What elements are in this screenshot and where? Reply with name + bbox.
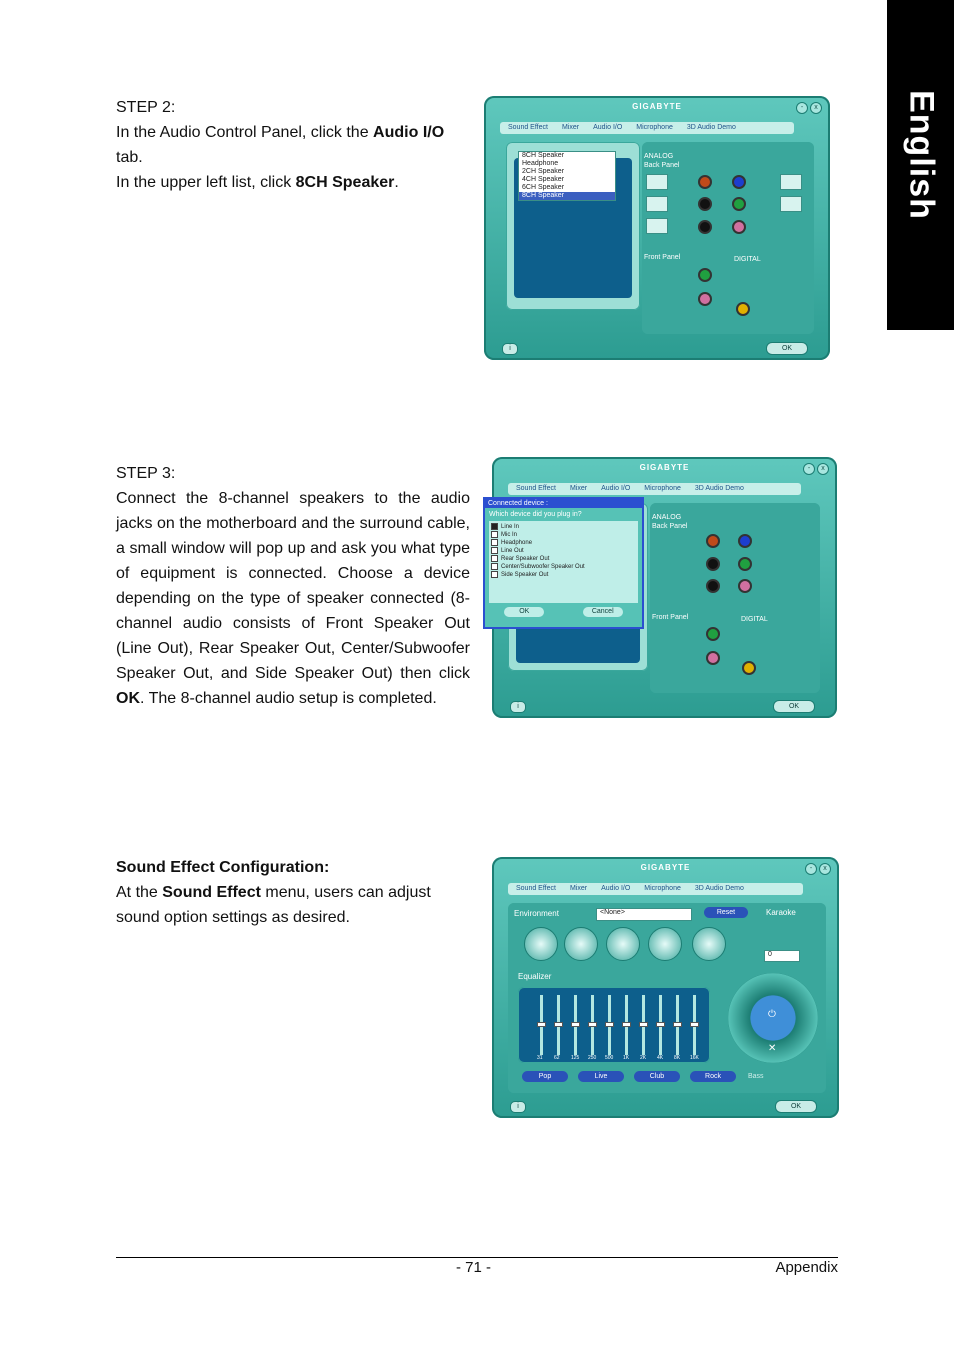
eq-slider[interactable] bbox=[676, 995, 679, 1055]
tab-mixer[interactable]: Mixer bbox=[569, 885, 588, 892]
karaoke-label: Karaoke bbox=[766, 908, 796, 917]
eq-band-label: 1K bbox=[623, 1055, 630, 1061]
speaker-config-dropdown[interactable] bbox=[518, 151, 616, 201]
jack-blue[interactable] bbox=[732, 175, 746, 189]
preset-live-button[interactable]: Live bbox=[578, 1071, 624, 1082]
environment-preset-icon[interactable] bbox=[564, 927, 598, 961]
footer-rule bbox=[116, 1257, 838, 1258]
tab-3d-audio-demo[interactable]: 3D Audio Demo bbox=[694, 885, 744, 892]
tab-sound-effect[interactable]: Sound Effect bbox=[516, 485, 556, 492]
close-icon[interactable]: x bbox=[810, 102, 822, 114]
footer-section-label: Appendix bbox=[775, 1259, 838, 1276]
device-checkbox-mic-in[interactable]: Mic In bbox=[491, 531, 636, 539]
preset-club-button[interactable]: Club bbox=[634, 1071, 680, 1082]
step2-line2: In the upper left list, click 8CH Speaker. bbox=[116, 174, 399, 191]
speaker-config-value: 8CH Speaker bbox=[522, 152, 565, 159]
environment-preset-icon[interactable] bbox=[606, 927, 640, 961]
eq-band-label: 2K bbox=[640, 1055, 647, 1061]
gigabyte-logo: GIGABYTE bbox=[640, 863, 691, 872]
step2-heading: STEP 2: bbox=[116, 99, 176, 116]
info-button[interactable]: i bbox=[510, 1101, 526, 1113]
step3-body: Connect the 8-channel speakers to the audio jacks on the motherboard and the surround cable, a small window will pop up and ask you what type of equipment is connected. Choose a device depending on the type of speaker connected (8-channel audio consists of Front Speaker Out (Line Out), Rear Speaker Out, Center/Subwoofer Speaker Out, and Side Speaker Out) then click OK. The 8-channel audio setup is completed. bbox=[116, 490, 470, 707]
front-panel-label: Front Panel bbox=[644, 254, 681, 261]
jack-black[interactable] bbox=[698, 197, 712, 211]
jack-black[interactable] bbox=[698, 220, 712, 234]
tab-sound-effect[interactable]: Sound Effect bbox=[516, 885, 556, 892]
step3-heading: STEP 3: bbox=[116, 465, 176, 482]
device-checkbox-headphone[interactable]: Headphone bbox=[491, 539, 636, 547]
eq-band-label: 62 bbox=[554, 1055, 560, 1061]
jack-spdif[interactable] bbox=[736, 302, 750, 316]
step2-text bbox=[116, 95, 470, 195]
back-panel-label: Back Panel bbox=[652, 523, 688, 530]
environment-preset-icon[interactable] bbox=[692, 927, 726, 961]
step3-text bbox=[116, 461, 470, 711]
speaker-icon bbox=[646, 196, 668, 212]
dropdown-option[interactable]: 2CH Speaker bbox=[522, 168, 565, 175]
tab-sound-effect[interactable]: Sound Effect bbox=[508, 124, 548, 131]
analog-label: ANALOG bbox=[652, 514, 682, 521]
speaker-icon bbox=[646, 174, 668, 190]
dropdown-option[interactable]: Headphone bbox=[522, 160, 559, 167]
line-in-icon bbox=[780, 174, 802, 190]
preset-rock-button[interactable]: Rock bbox=[690, 1071, 736, 1082]
audio-panel-screenshot-1 bbox=[484, 96, 830, 360]
minimize-icon[interactable]: - bbox=[805, 863, 817, 875]
tab-bar bbox=[500, 122, 794, 134]
back-panel-label: Back Panel bbox=[644, 162, 680, 169]
device-checkbox-line-out[interactable]: Line Out bbox=[491, 547, 636, 555]
jack-pink-front[interactable] bbox=[706, 651, 720, 665]
environment-preset-icon[interactable] bbox=[648, 927, 682, 961]
eq-slider[interactable] bbox=[693, 995, 696, 1055]
jack-blue[interactable] bbox=[738, 534, 752, 548]
jack-panel bbox=[650, 503, 820, 693]
gigabyte-logo: GIGABYTE bbox=[639, 463, 690, 472]
jack-green[interactable] bbox=[732, 197, 746, 211]
eq-band-label: 8K bbox=[674, 1055, 681, 1061]
digital-label: DIGITAL bbox=[741, 616, 768, 623]
ok-button[interactable]: OK bbox=[775, 1100, 817, 1113]
jack-panel bbox=[642, 142, 814, 334]
sound-effect-heading: Sound Effect Configuration: bbox=[116, 859, 330, 876]
eq-band-label: 125 bbox=[571, 1055, 580, 1061]
minimize-icon[interactable]: - bbox=[803, 463, 815, 475]
language-side-tab bbox=[887, 0, 954, 330]
sound-effect-screenshot bbox=[492, 857, 839, 1118]
eq-band-label: 16K bbox=[690, 1055, 699, 1061]
eq-band-label: 500 bbox=[605, 1055, 614, 1061]
speaker-icon bbox=[646, 218, 668, 234]
eq-band-label: 31 bbox=[537, 1055, 543, 1061]
preset-pop-button[interactable]: Pop bbox=[522, 1071, 568, 1082]
jack-orange[interactable] bbox=[698, 175, 712, 189]
jack-spdif[interactable] bbox=[742, 661, 756, 675]
jack-black[interactable] bbox=[706, 579, 720, 593]
eq-slider[interactable] bbox=[659, 995, 662, 1055]
device-checkbox-rear-speaker[interactable]: Rear Speaker Out bbox=[491, 555, 636, 563]
dialog-ok-button[interactable]: OK bbox=[504, 607, 544, 617]
device-checkbox-side-speaker[interactable]: Side Speaker Out bbox=[491, 571, 636, 579]
environment-preset-icon[interactable] bbox=[524, 927, 558, 961]
dialog-buttons bbox=[485, 607, 642, 617]
device-checkbox-center-sub[interactable]: Center/Subwoofer Speaker Out bbox=[491, 563, 636, 571]
tab-audio-io[interactable]: Audio I/O bbox=[601, 485, 631, 492]
jack-orange[interactable] bbox=[706, 534, 720, 548]
eq-slider[interactable] bbox=[557, 995, 560, 1055]
gigabyte-logo: GIGABYTE bbox=[632, 102, 682, 111]
dialog-question: Which device did you plug in? bbox=[489, 511, 582, 518]
close-icon[interactable]: x bbox=[817, 463, 829, 475]
eq-slider[interactable] bbox=[574, 995, 577, 1055]
info-button[interactable]: i bbox=[510, 701, 526, 713]
eq-slider[interactable] bbox=[540, 995, 543, 1055]
jack-pink[interactable] bbox=[738, 579, 752, 593]
eq-slider[interactable] bbox=[642, 995, 645, 1055]
ok-button[interactable]: OK bbox=[766, 342, 808, 355]
eq-band-label: 4K bbox=[657, 1055, 664, 1061]
tab-audio-io[interactable]: Audio I/O bbox=[593, 124, 623, 131]
eq-slider[interactable] bbox=[591, 995, 594, 1055]
karaoke-select[interactable] bbox=[764, 950, 800, 962]
equalizer-label: Equalizer bbox=[518, 972, 552, 981]
tab-microphone[interactable]: Microphone bbox=[644, 485, 681, 492]
eq-slider[interactable] bbox=[608, 995, 611, 1055]
eq-slider[interactable] bbox=[625, 995, 628, 1055]
tab-mixer[interactable]: Mixer bbox=[569, 485, 588, 492]
close-icon[interactable]: x bbox=[819, 863, 831, 875]
dropdown-option[interactable]: 6CH Speaker bbox=[522, 184, 565, 191]
device-list bbox=[489, 521, 638, 603]
environment-value: <None> bbox=[600, 909, 625, 916]
dialog-cancel-button[interactable]: Cancel bbox=[583, 607, 623, 617]
tab-microphone[interactable]: Microphone bbox=[636, 124, 673, 131]
speaker-icon bbox=[780, 196, 802, 212]
page-number: - 71 - bbox=[456, 1259, 492, 1276]
info-button[interactable]: i bbox=[502, 343, 518, 355]
reset-button[interactable]: Reset bbox=[704, 907, 748, 918]
tab-3d-audio-demo[interactable]: 3D Audio Demo bbox=[686, 124, 736, 131]
connected-device-dialog bbox=[483, 497, 644, 629]
sound-effect-body: At the Sound Effect menu, users can adjust sound option settings as desired. bbox=[116, 884, 431, 926]
karaoke-value: 0 bbox=[768, 951, 772, 958]
tab-microphone[interactable]: Microphone bbox=[644, 885, 681, 892]
digital-label: DIGITAL bbox=[734, 256, 761, 263]
front-panel-label: Front Panel bbox=[652, 614, 689, 621]
dialog-title: Connected device : bbox=[485, 499, 642, 508]
analog-label: ANALOG bbox=[644, 153, 674, 160]
dropdown-option-selected[interactable]: 8CH Speaker bbox=[519, 192, 615, 200]
jack-green-front[interactable] bbox=[698, 268, 712, 282]
language-label: English bbox=[902, 90, 940, 220]
tab-bar bbox=[508, 483, 801, 495]
jack-green-front[interactable] bbox=[706, 627, 720, 641]
tab-audio-io[interactable]: Audio I/O bbox=[601, 885, 631, 892]
eq-band-label: 250 bbox=[588, 1055, 597, 1061]
sound-effect-text bbox=[116, 855, 470, 930]
device-checkbox-line-in[interactable]: Line In bbox=[491, 523, 636, 531]
environment-select[interactable] bbox=[596, 908, 692, 921]
jack-green[interactable] bbox=[738, 557, 752, 571]
ok-button[interactable]: OK bbox=[773, 700, 815, 713]
jack-pink-front[interactable] bbox=[698, 292, 712, 306]
step2-line1: In the Audio Control Panel, click the Audio I/O tab. bbox=[116, 124, 445, 166]
environment-label: Environment bbox=[514, 909, 559, 918]
close-icon[interactable]: ✕ bbox=[768, 1043, 777, 1054]
jack-black[interactable] bbox=[706, 557, 720, 571]
tab-bar bbox=[508, 883, 803, 895]
control-wheel[interactable] bbox=[728, 973, 818, 1063]
tab-mixer[interactable]: Mixer bbox=[561, 124, 580, 131]
jack-pink[interactable] bbox=[732, 220, 746, 234]
bass-select[interactable]: Bass bbox=[748, 1073, 764, 1080]
minimize-icon[interactable]: - bbox=[796, 102, 808, 114]
power-icon[interactable]: ⏻ bbox=[768, 1009, 776, 1020]
dropdown-option[interactable]: 4CH Speaker bbox=[522, 176, 565, 183]
tab-3d-audio-demo[interactable]: 3D Audio Demo bbox=[694, 485, 744, 492]
